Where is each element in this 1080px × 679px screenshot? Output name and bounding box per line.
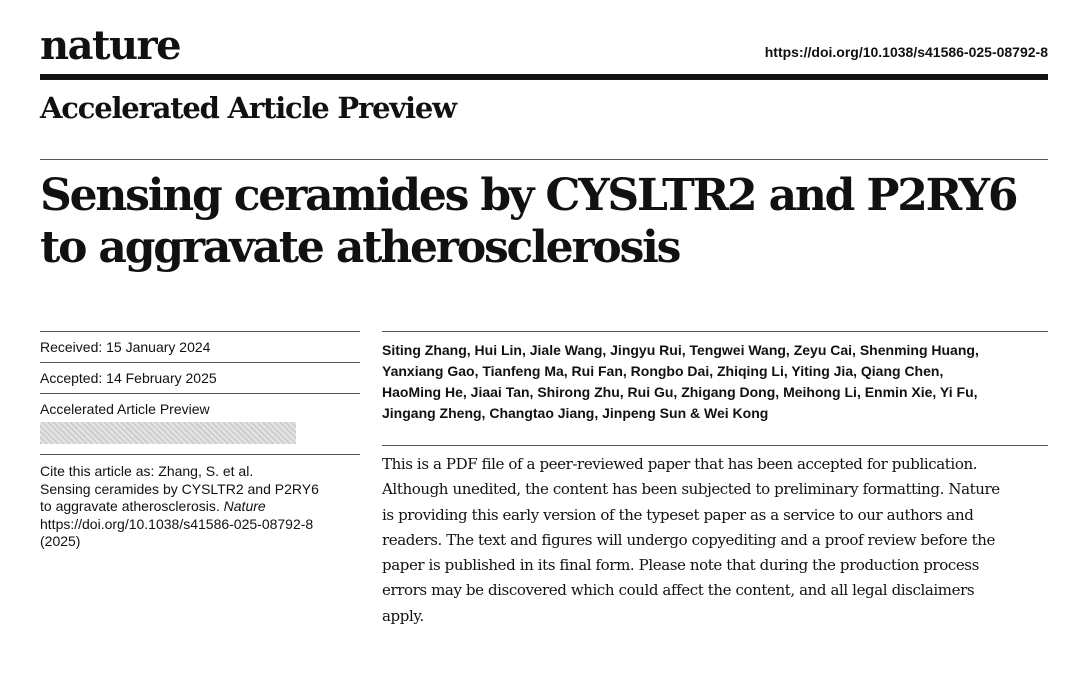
article-sidebar [40,331,360,551]
notice-line-7: apply. [382,606,424,625]
nature-logo: nature [40,22,181,69]
preview-notice [382,445,1048,629]
cite-year: (2025) [40,533,81,549]
notice-line-1: This is a PDF file of a peer-reviewed paper that has been accepted for publication. [382,455,978,473]
masthead [40,22,1048,82]
cite-doi[interactable]: https://doi.org/10.1038/s41586-025-08792-8 [40,515,314,532]
article-title [40,170,1040,274]
author-list [382,331,1048,445]
title-line-1: Sensing ceramides by CYSLTR2 and P2RY6 [40,170,1017,221]
notice-line-5: paper is published in its final form. Please note that during the production process [382,556,979,575]
received-date: Received: 15 January 2024 [40,331,360,362]
accepted-date: Accepted: 14 February 2025 [40,362,360,393]
citation [40,454,360,551]
cite-title-2: to aggravate atherosclerosis. [40,498,220,514]
authors-line-3: HaoMing He, Jiaai Tan, Shirong Zhu, Rui Gu, Zhigang Dong, Meihong Li, Enmin Xie, Yi Fu, [382,384,978,400]
redacted-date [40,422,296,444]
cite-title-2-wrap [40,498,360,516]
preview-block [40,393,360,446]
masthead-rule [40,74,1048,80]
notice-line-6: errors may be discovered which could affect the content, and all legal disclaimers [382,581,975,600]
authors-line-1: Siting Zhang, Hui Lin, Jiale Wang, Jingyu Rui, Tengwei Wang, Zeyu Cai, Shenming Huang, [382,342,979,358]
preview-label: Accelerated Article Preview [40,401,210,417]
title-divider [40,159,1048,160]
cite-title-1: Sensing ceramides by CYSLTR2 and P2RY6 [40,480,319,497]
title-line-2: to aggravate atherosclerosis [40,222,680,273]
authors-line-2: Yanxiang Gao, Tianfeng Ma, Rui Fan, Rongbo Dai, Zhiqing Li, Yiting Jia, Qiang Chen, [382,363,944,379]
notice-line-3: is providing this early version of the typeset paper as a service to our authors and [382,505,974,524]
cite-journal: Nature [223,498,266,514]
section-heading: Accelerated Article Preview [40,91,456,125]
authors-line-4: Jingang Zheng, Changtao Jiang, Jinpeng Sun & Wei Kong [382,405,769,421]
cite-lead: Cite this article as: Zhang, S. et al. [40,463,254,479]
doi-link[interactable]: https://doi.org/10.1038/s41586-025-08792-8 [764,44,1048,60]
notice-line-2: Although unedited, the content has been subjected to preliminary formatting. Nature [382,480,1000,499]
article-main [382,331,1048,629]
notice-line-4: readers. The text and figures will undergo copyediting and a proof review before the [382,530,995,549]
